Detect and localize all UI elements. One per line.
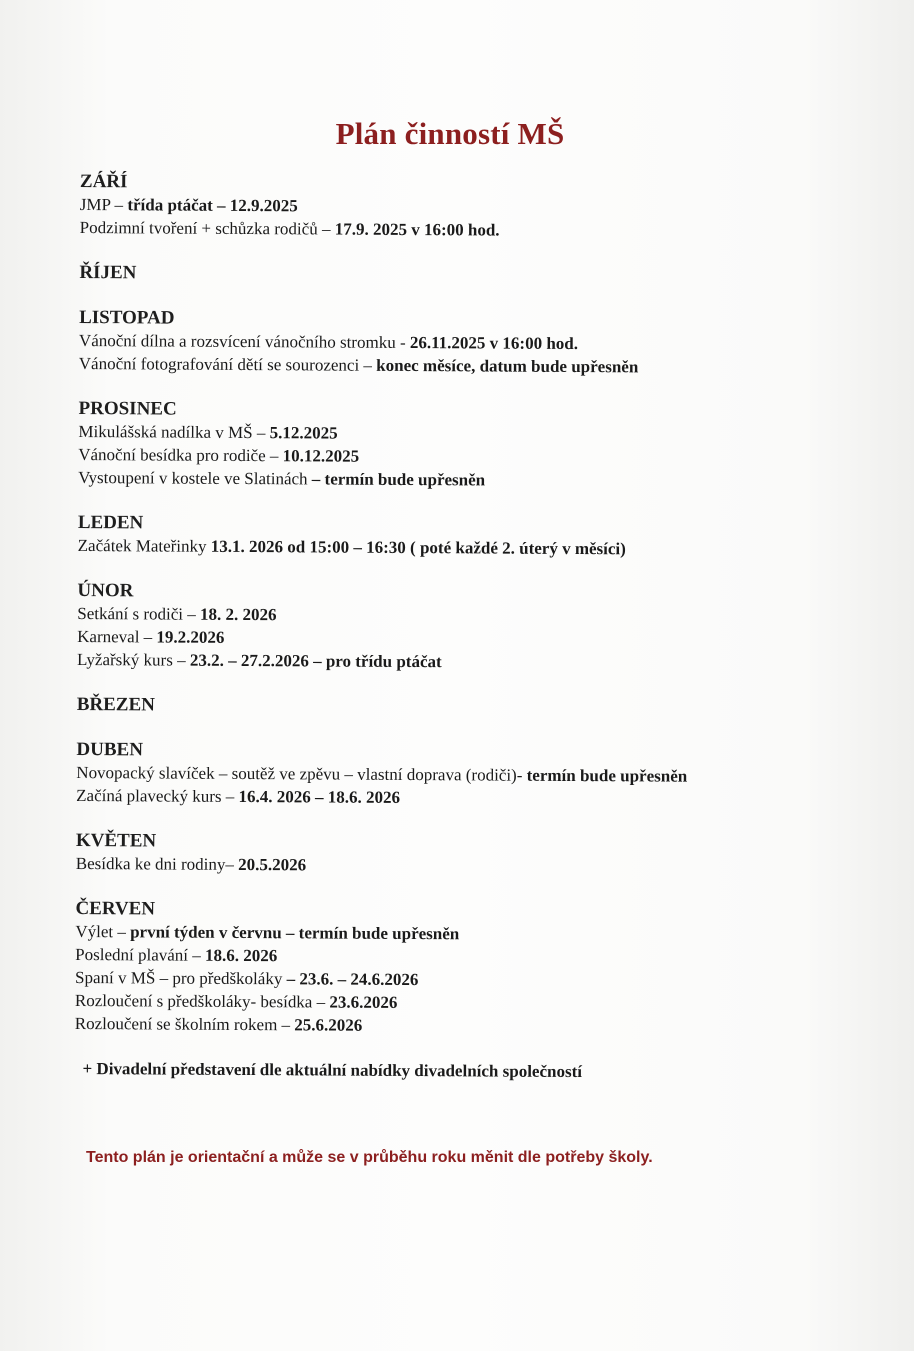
month-kveten bbox=[76, 829, 876, 880]
event-date: 17.9. 2025 v 16:00 hod. bbox=[334, 219, 500, 240]
event-text: Rozloučení se školním rokem – bbox=[74, 1013, 295, 1035]
event-text: Podzimní tvoření + schůzka rodičů – bbox=[79, 217, 335, 239]
event-text: Spaní v MŠ – pro předškoláky bbox=[75, 967, 287, 989]
event-date: 18. 2. 2026 bbox=[199, 604, 277, 625]
event-text: Výlet – bbox=[75, 921, 131, 942]
event-date: 26.11.2025 v 16:00 hod. bbox=[409, 333, 579, 354]
event-entry bbox=[75, 1012, 875, 1040]
event-date: 18.6. 2026 bbox=[205, 945, 278, 966]
event-entry bbox=[78, 534, 878, 562]
event-text: Novopacký slavíček – soutěž ve zpěvu – vlastní doprava (rodiči)- bbox=[76, 762, 527, 785]
event-entry bbox=[78, 466, 878, 494]
event-date: 20.5.2026 bbox=[238, 854, 307, 875]
event-date: 10.12.2025 bbox=[282, 446, 360, 466]
event-text: Začíná plavecký kurs – bbox=[76, 785, 239, 806]
event-entry bbox=[76, 852, 876, 880]
event-text: Začátek Mateřinky bbox=[77, 535, 211, 556]
event-text: Poslední plavání – bbox=[75, 944, 206, 965]
page-title: Plán činností MŠ bbox=[335, 116, 565, 151]
event-text: Setkání s rodiči – bbox=[77, 603, 201, 624]
event-date: 25.6.2026 bbox=[294, 1015, 363, 1035]
month-unor bbox=[77, 579, 878, 676]
event-text: Rozloučení s předškoláky- besídka – bbox=[74, 990, 330, 1012]
event-entry bbox=[79, 352, 879, 380]
month-zari bbox=[80, 170, 880, 244]
month-heading: PROSINEC bbox=[78, 397, 177, 420]
month-rijen bbox=[79, 261, 879, 289]
month-heading: DUBEN bbox=[76, 738, 144, 761]
month-duben bbox=[76, 738, 876, 812]
plan-content bbox=[74, 170, 880, 1085]
month-prosinec bbox=[78, 397, 879, 494]
month-heading: BŘEZEN bbox=[76, 693, 155, 716]
event-date: 13.1. 2026 od 15:00 – 16:30 ( poté každé 2. úterý v měsíci) bbox=[210, 536, 626, 559]
event-text: Lyžařský kurs – bbox=[76, 649, 190, 670]
event-text: JMP – bbox=[79, 194, 128, 215]
month-heading: KVĚTEN bbox=[75, 829, 157, 852]
event-date: – 23.6. – 24.6.2026 bbox=[286, 969, 419, 990]
event-text: Vánoční dílna a rozsvícení vánočního stromku - bbox=[78, 330, 410, 353]
month-heading: LEDEN bbox=[77, 511, 144, 534]
event-date: 23.2. – 27.2.2026 – pro třídu ptáčat bbox=[189, 650, 442, 672]
event-entry bbox=[76, 784, 876, 812]
event-date: první týden v červnu – termín bude upřesněn bbox=[130, 922, 460, 944]
event-text: Vánoční besídka pro rodiče – bbox=[78, 444, 283, 466]
month-brezen bbox=[77, 693, 877, 721]
event-text: Mikulášská nadílka v MŠ – bbox=[78, 421, 270, 443]
event-entry bbox=[77, 648, 877, 676]
event-date: konec měsíce, datum bude upřesněn bbox=[376, 355, 639, 377]
disclaimer-note: Tento plán je orientační a může se v průběhu roku měnit dle potřeby školy. bbox=[86, 1149, 653, 1166]
month-heading: ČERVEN bbox=[75, 897, 156, 920]
event-text: Besídka ke dni rodiny– bbox=[75, 853, 239, 874]
event-date: – termín bude upřesněn bbox=[311, 469, 486, 490]
month-heading: ZÁŘÍ bbox=[79, 170, 128, 193]
month-leden bbox=[78, 511, 878, 562]
event-text: Vystoupení v kostele ve Slatinách bbox=[78, 467, 312, 489]
theatre-note: + Divadelní představení dle aktuální nabídky divadelních společností bbox=[82, 1059, 583, 1082]
event-text: Vánoční fotografování dětí se sourozenci – bbox=[78, 353, 377, 375]
month-heading: ÚNOR bbox=[77, 579, 134, 602]
event-text: Karneval – bbox=[77, 626, 157, 647]
month-heading: LISTOPAD bbox=[79, 306, 175, 329]
event-date: třída ptáčat – 12.9.2025 bbox=[127, 195, 298, 216]
event-date: 23.6.2026 bbox=[329, 992, 398, 1012]
event-date: termín bude upřesněn bbox=[526, 765, 688, 786]
month-cerven bbox=[75, 897, 876, 1040]
event-entry bbox=[80, 216, 880, 244]
event-date: 5.12.2025 bbox=[269, 423, 338, 443]
month-heading: ŘÍJEN bbox=[79, 261, 137, 284]
event-date: 19.2.2026 bbox=[156, 627, 225, 647]
event-date: 16.4. 2026 – 18.6. 2026 bbox=[238, 786, 401, 807]
month-listopad bbox=[79, 306, 879, 380]
